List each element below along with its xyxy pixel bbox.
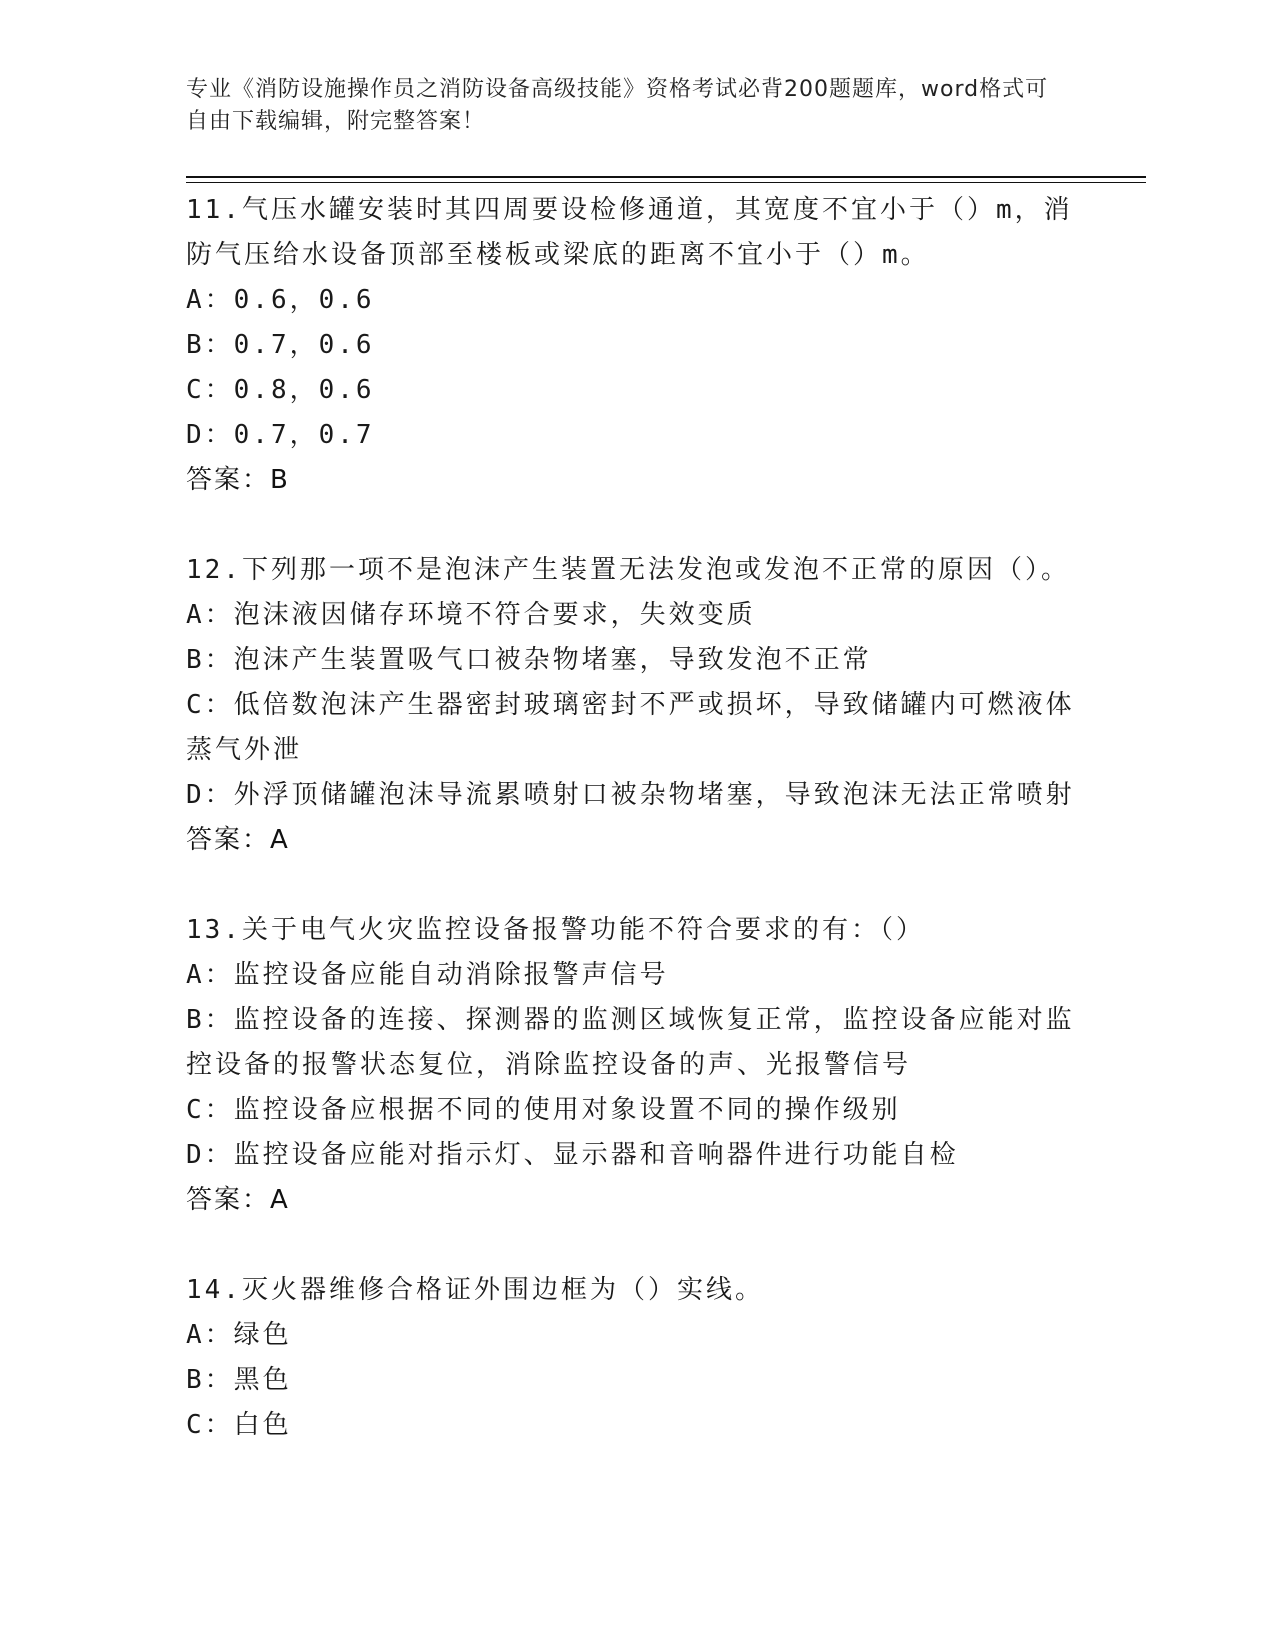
- question-stem: 14.灭火器维修合格证外围边框为（）实线。: [186, 1275, 764, 1305]
- question-11: [186, 188, 1086, 503]
- question-stem: 12.下列那一项不是泡沫产生装置无法发泡或发泡不正常的原因（）。: [186, 555, 1070, 585]
- header-rule-thick: [186, 176, 1146, 178]
- question-13: [186, 908, 1086, 1223]
- option-d: D：监控设备应能对指示灯、显示器和音响器件进行功能自检: [186, 1140, 959, 1170]
- option-c: C：低倍数泡沫产生器密封玻璃密封不严或损坏，导致储罐内可燃液体蒸气外泄: [186, 690, 1075, 765]
- option-b: B：黑色: [186, 1365, 292, 1395]
- option-d: D：0.7，0.7: [186, 420, 375, 450]
- document-header: 专业《消防设施操作员之消防设备高级技能》资格考试必背200题题库，word格式可自由下载编辑，附完整答案！: [186, 77, 1049, 134]
- option-a: A：泡沫液因储存环境不符合要求，失效变质: [186, 600, 756, 630]
- option-b: B：监控设备的连接、探测器的监测区域恢复正常，监控设备应能对监控设备的报警状态复位，消除监控设备的声、光报警信号: [186, 1005, 1075, 1080]
- answer-label: 答案：B: [186, 465, 290, 495]
- option-a: A：绿色: [186, 1320, 292, 1350]
- option-d: D：外浮顶储罐泡沫导流累喷射口被杂物堵塞，导致泡沫无法正常喷射: [186, 780, 1075, 810]
- answer-label: 答案：A: [186, 825, 290, 855]
- header-rule-thin: [186, 182, 1146, 183]
- question-spacer: [186, 503, 1086, 548]
- option-c: C：0.8，0.6: [186, 375, 375, 405]
- question-stem: 11.气压水罐安装时其四周要设检修通道，其宽度不宜小于（）m，消防气压给水设备顶部至楼板或梁底的距离不宜小于（）m。: [186, 195, 1073, 270]
- answer-label: 答案：A: [186, 1185, 290, 1215]
- question-spacer: [186, 1223, 1086, 1268]
- question-12: [186, 548, 1086, 863]
- option-c: C：白色: [186, 1410, 292, 1440]
- option-c: C：监控设备应根据不同的使用对象设置不同的操作级别: [186, 1095, 901, 1125]
- option-b: B：泡沫产生装置吸气口被杂物堵塞，导致发泡不正常: [186, 645, 872, 675]
- option-a: A：监控设备应能自动消除报警声信号: [186, 960, 669, 990]
- option-a: A：0.6，0.6: [186, 285, 375, 315]
- option-b: B：0.7，0.6: [186, 330, 375, 360]
- question-list: [186, 188, 1086, 1448]
- question-14: [186, 1268, 1086, 1448]
- question-stem: 13.关于电气火灾监控设备报警功能不符合要求的有：（）: [186, 915, 925, 945]
- question-spacer: [186, 863, 1086, 908]
